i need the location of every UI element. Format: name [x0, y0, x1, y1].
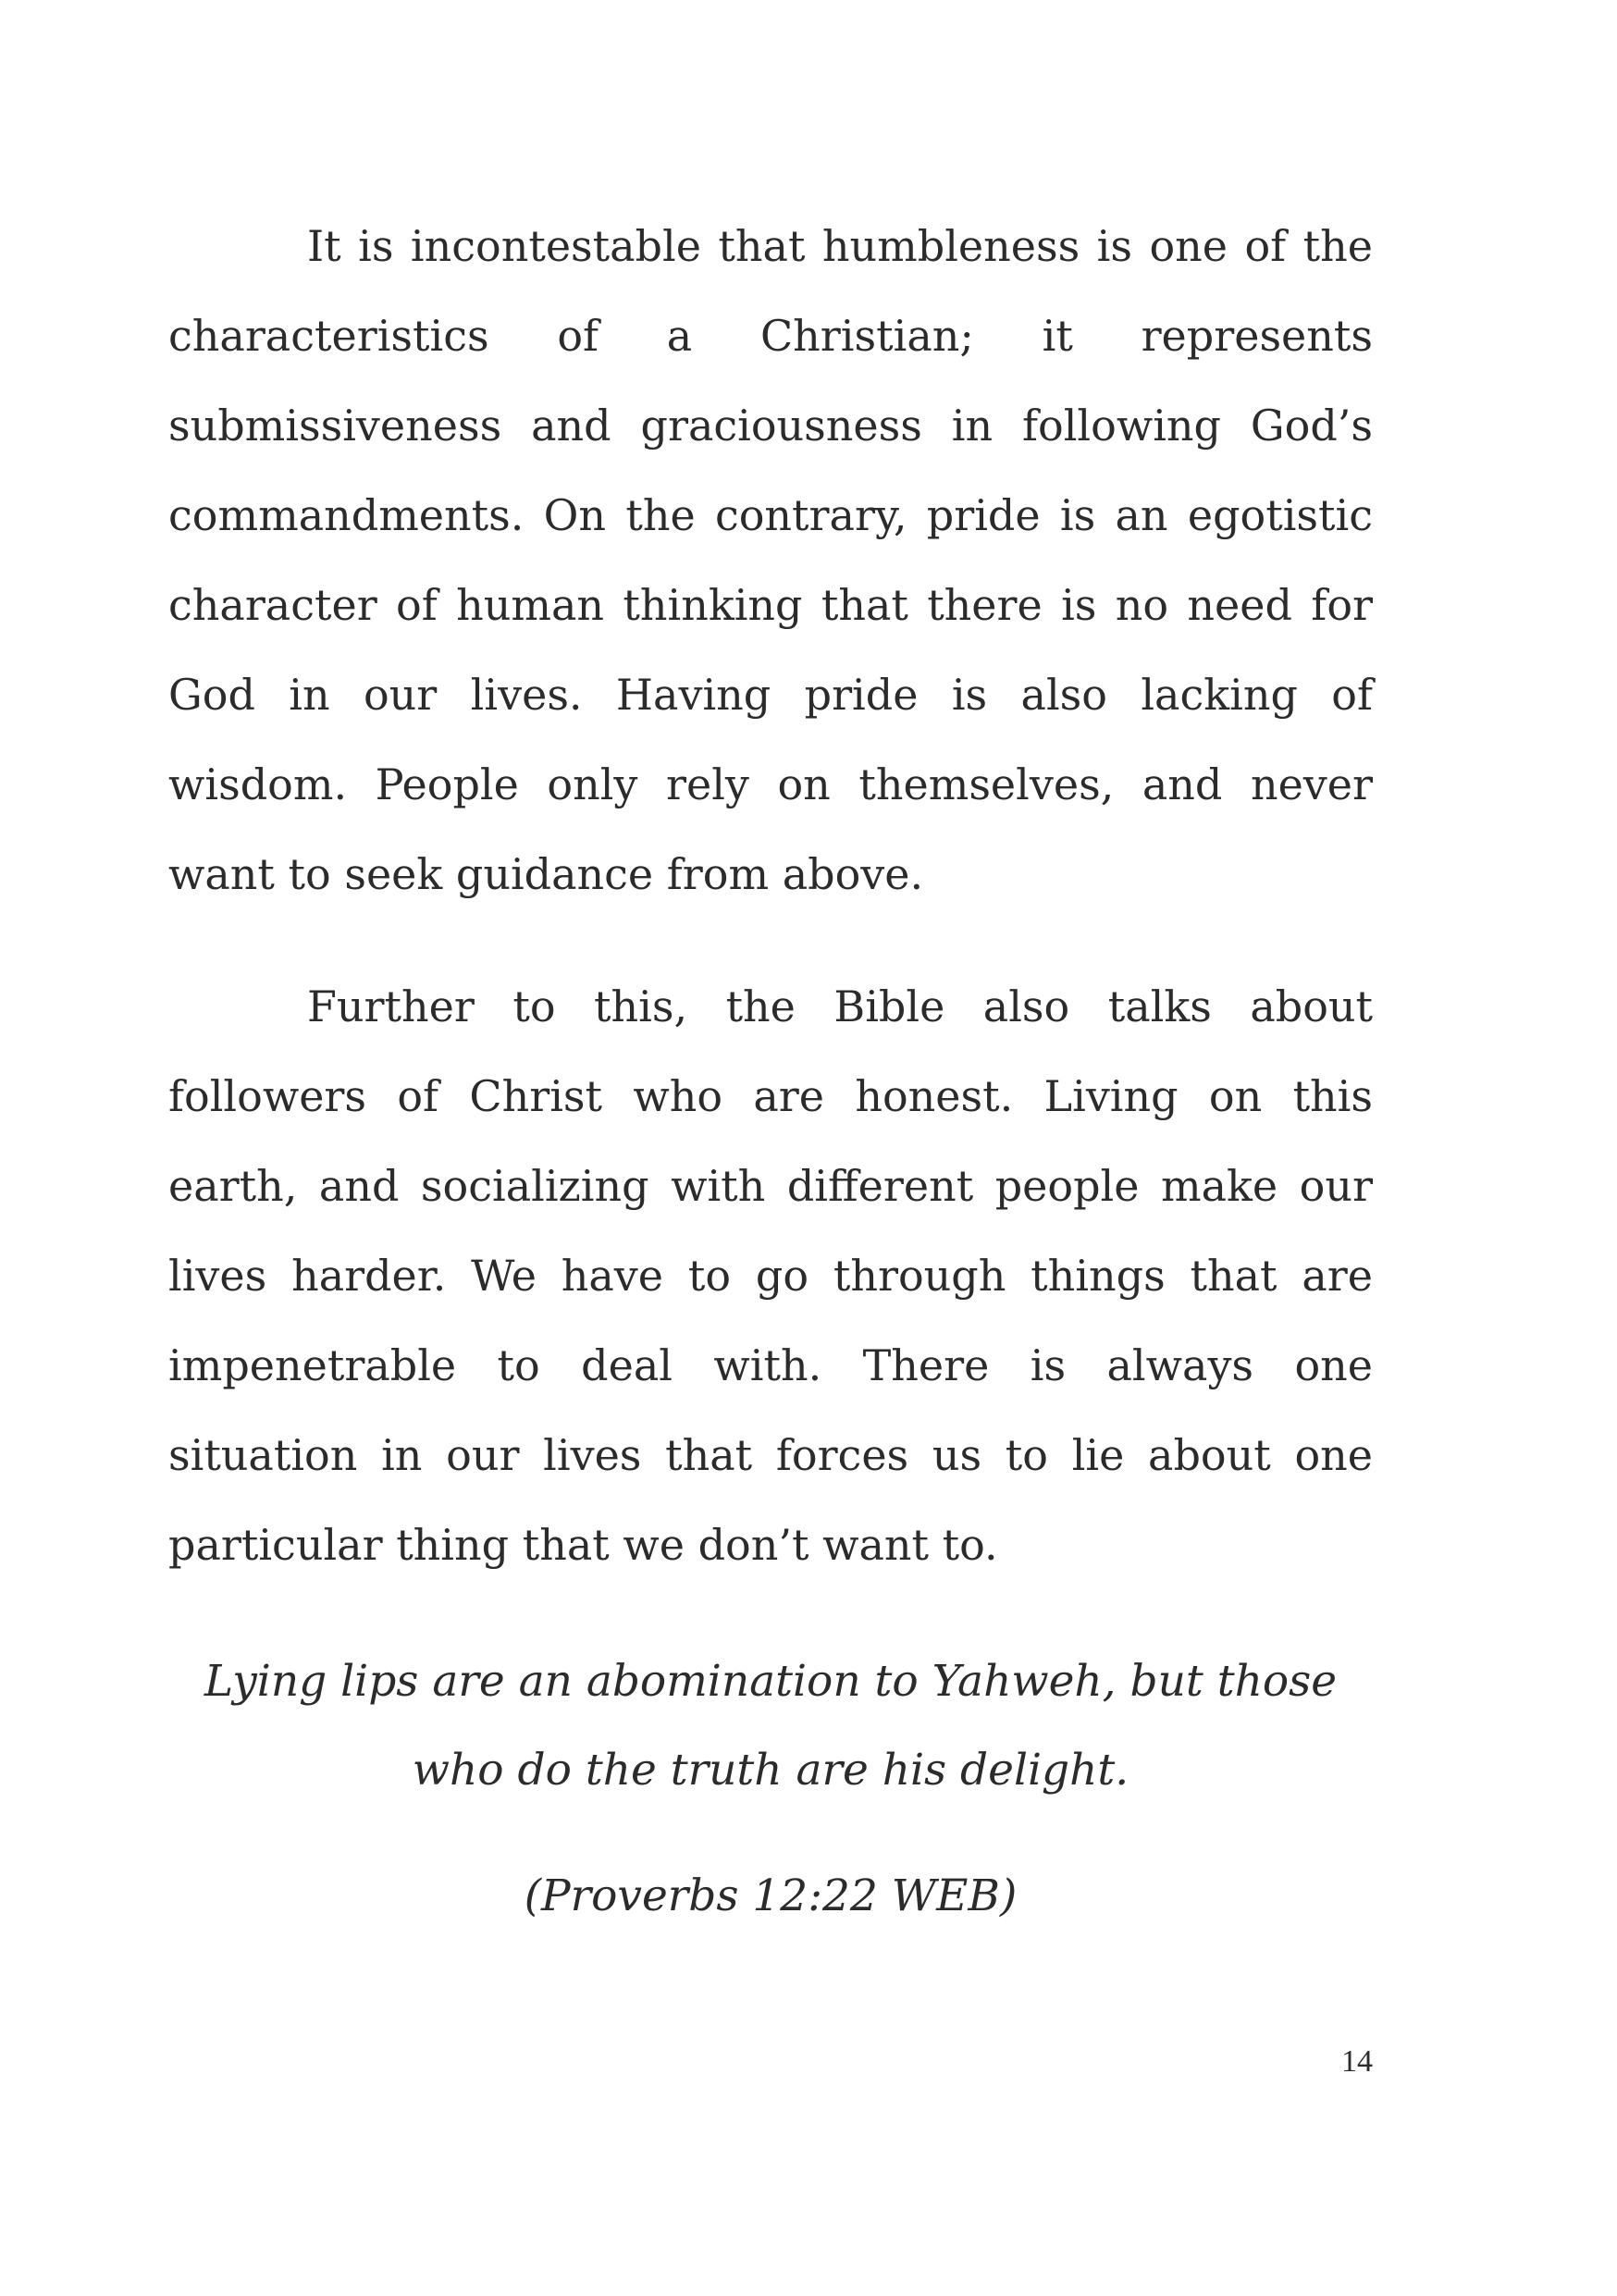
scripture-quote: Lying lips are an abomination to Yahweh, but those who do the truth are his delight. [204, 1656, 1338, 1796]
paragraph-honesty: Further to this, the Bible also talks about followers of Christ who are honest. Living on this earth, and socializing with different people make our lives harder. We have to go through things that are impenetrable to deal with. There is always one situation in our lives that forces us to lie about one particular thing that we don’t want to. [168, 981, 1373, 1570]
scripture-reference: (Proverbs 12:22 WEB) [524, 1870, 1018, 1921]
paragraph-humbleness: It is incontestable that humbleness is one of the characteristics of a Christian; it represents submissiveness and graciousness in following God’s commandments. On the contrary, pride is an egotistic character of human thinking that there is no need for God in our lives. Having pride is also lacking of wisdom. People only rely on themselves, and never want to seek guidance from above. [168, 221, 1373, 899]
page-number: 14 [1341, 2044, 1373, 2079]
